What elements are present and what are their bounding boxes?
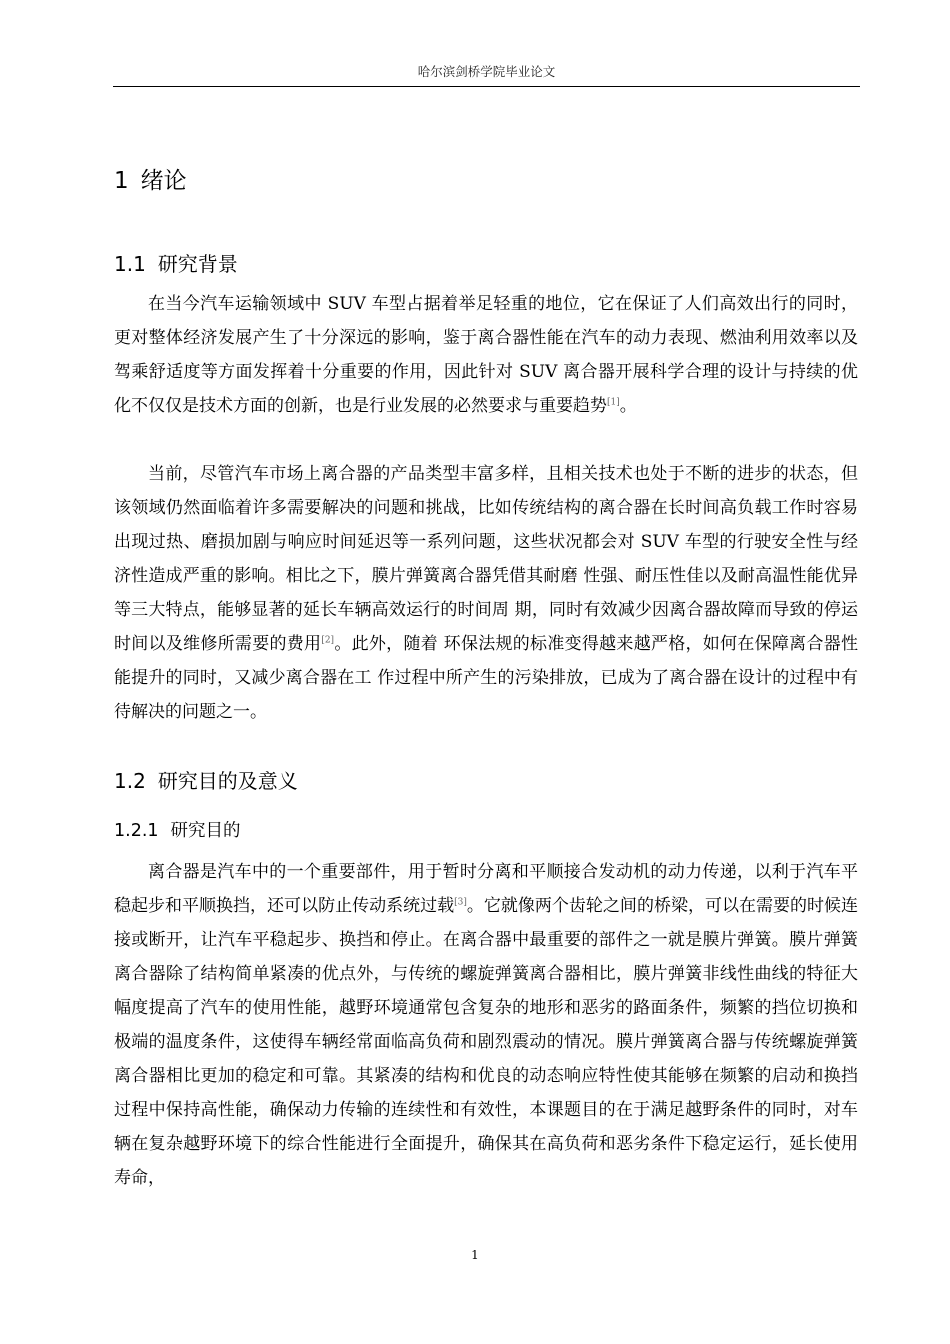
section-heading-1-1 [114,248,238,277]
citation-ref: [1] [607,397,620,408]
text-run: 。此外，随着 环保法规的标准变得越来越严格，如何在保障离合器性能提升的同时，又减少离合器在工 作过程中所产生的污染排放，已成为了离合器在设计的过程中有待解决的问题之一。 [114,634,859,722]
text-run: 当前，尽管汽车市场上离合器的产品类型丰富多样，且相关技术也处于不断的进步的状态，但该领域仍然面临着许多需要解决的问题和挑战，比如传统结构的离合器在长时间高负载工作时容易出现过热、磨损加剧与响应时间延迟等一系列问题，这些状况都会对 SUV 车型的行驶安全性与经济性造成严重的影响。相比之下，膜片弹簧离合器凭借其耐磨 性强、耐压性佳以及耐高温性能优异等三大特点，能够显著的延长车辆高效运行的时间周 期，同时有效减少因离合器故障而导致的停运时间以及维修所需要的费用 [114,464,858,654]
purpose-paragraph [114,855,858,1195]
text-run: 。 [619,396,637,416]
header-rule [113,86,860,87]
section-number: 1.1 [114,252,146,276]
section-title: 研究目的及意义 [157,769,298,793]
section-heading-1-2 [114,765,298,794]
chapter-heading [114,162,187,195]
text-run: 离合器是汽车中的一个重要部件，用于暂时分离和平顺接合发动机的动力传递，以利于汽车平稳起步和平顺换挡，还可以防止传动系统过载 [114,862,858,916]
page-number: 1 [471,1248,479,1262]
citation-ref: [2] [321,635,335,646]
subsection-title: 研究目的 [170,821,241,841]
running-header: 哈尔滨剑桥学院毕业论文 [417,64,556,79]
chapter-number: 1 [114,168,129,194]
subsection-heading-1-2-1 [114,817,241,842]
chapter-title: 绪论 [140,168,187,194]
text-run: 在当今汽车运输领域中 SUV 车型占据着举足轻重的地位，它在保证了人们高效出行的同时，更对整体经济发展产生了十分深远的影响，鉴于离合器性能在汽车的动力表现、燃油利用效率以及驾乘舒适度等方面发挥着十分重要的作用，因此针对 SUV 离合器开展科学合理的设计与持续的优化不仅仅是技术方面的创新，也是行业发展的必然要求与重要趋势 [114,294,858,416]
background-paragraph-1 [114,287,858,423]
subsection-number: 1.2.1 [114,821,159,841]
background-paragraph-2 [114,457,858,729]
section-number: 1.2 [114,769,146,793]
text-run: 。它就像两个齿轮之间的桥梁，可以在需要的时候连接或断开，让汽车平稳起步、换挡和停止。在离合器中最重要的部件之一就是膜片弹簧。膜片弹簧离合器除了结构简单紧凑的优点外，与传统的螺旋弹簧离合器相比，膜片弹簧非线性曲线的特征大幅度提高了汽车的使用性能，越野环境通常包含复杂的地形和恶劣的路面条件，频繁的挡位切换和极端的温度条件，这使得车辆经常面临高负荷和剧烈震动的情况。膜片弹簧离合器与传统螺旋弹簧离合器相比更加的稳定和可靠。其紧凑的结构和优良的动态响应特性使其能够在频繁的启动和换挡过程中保持高性能，确保动力传输的连续性和有效性，本课题目的在于满足越野条件的同时，对车辆在复杂越野环境下的综合性能进行全面提升，确保其在高负荷和恶劣条件下稳定运行，延长使用寿命， [114,896,859,1188]
section-title: 研究背景 [157,252,238,276]
citation-ref: [3] [454,897,467,908]
